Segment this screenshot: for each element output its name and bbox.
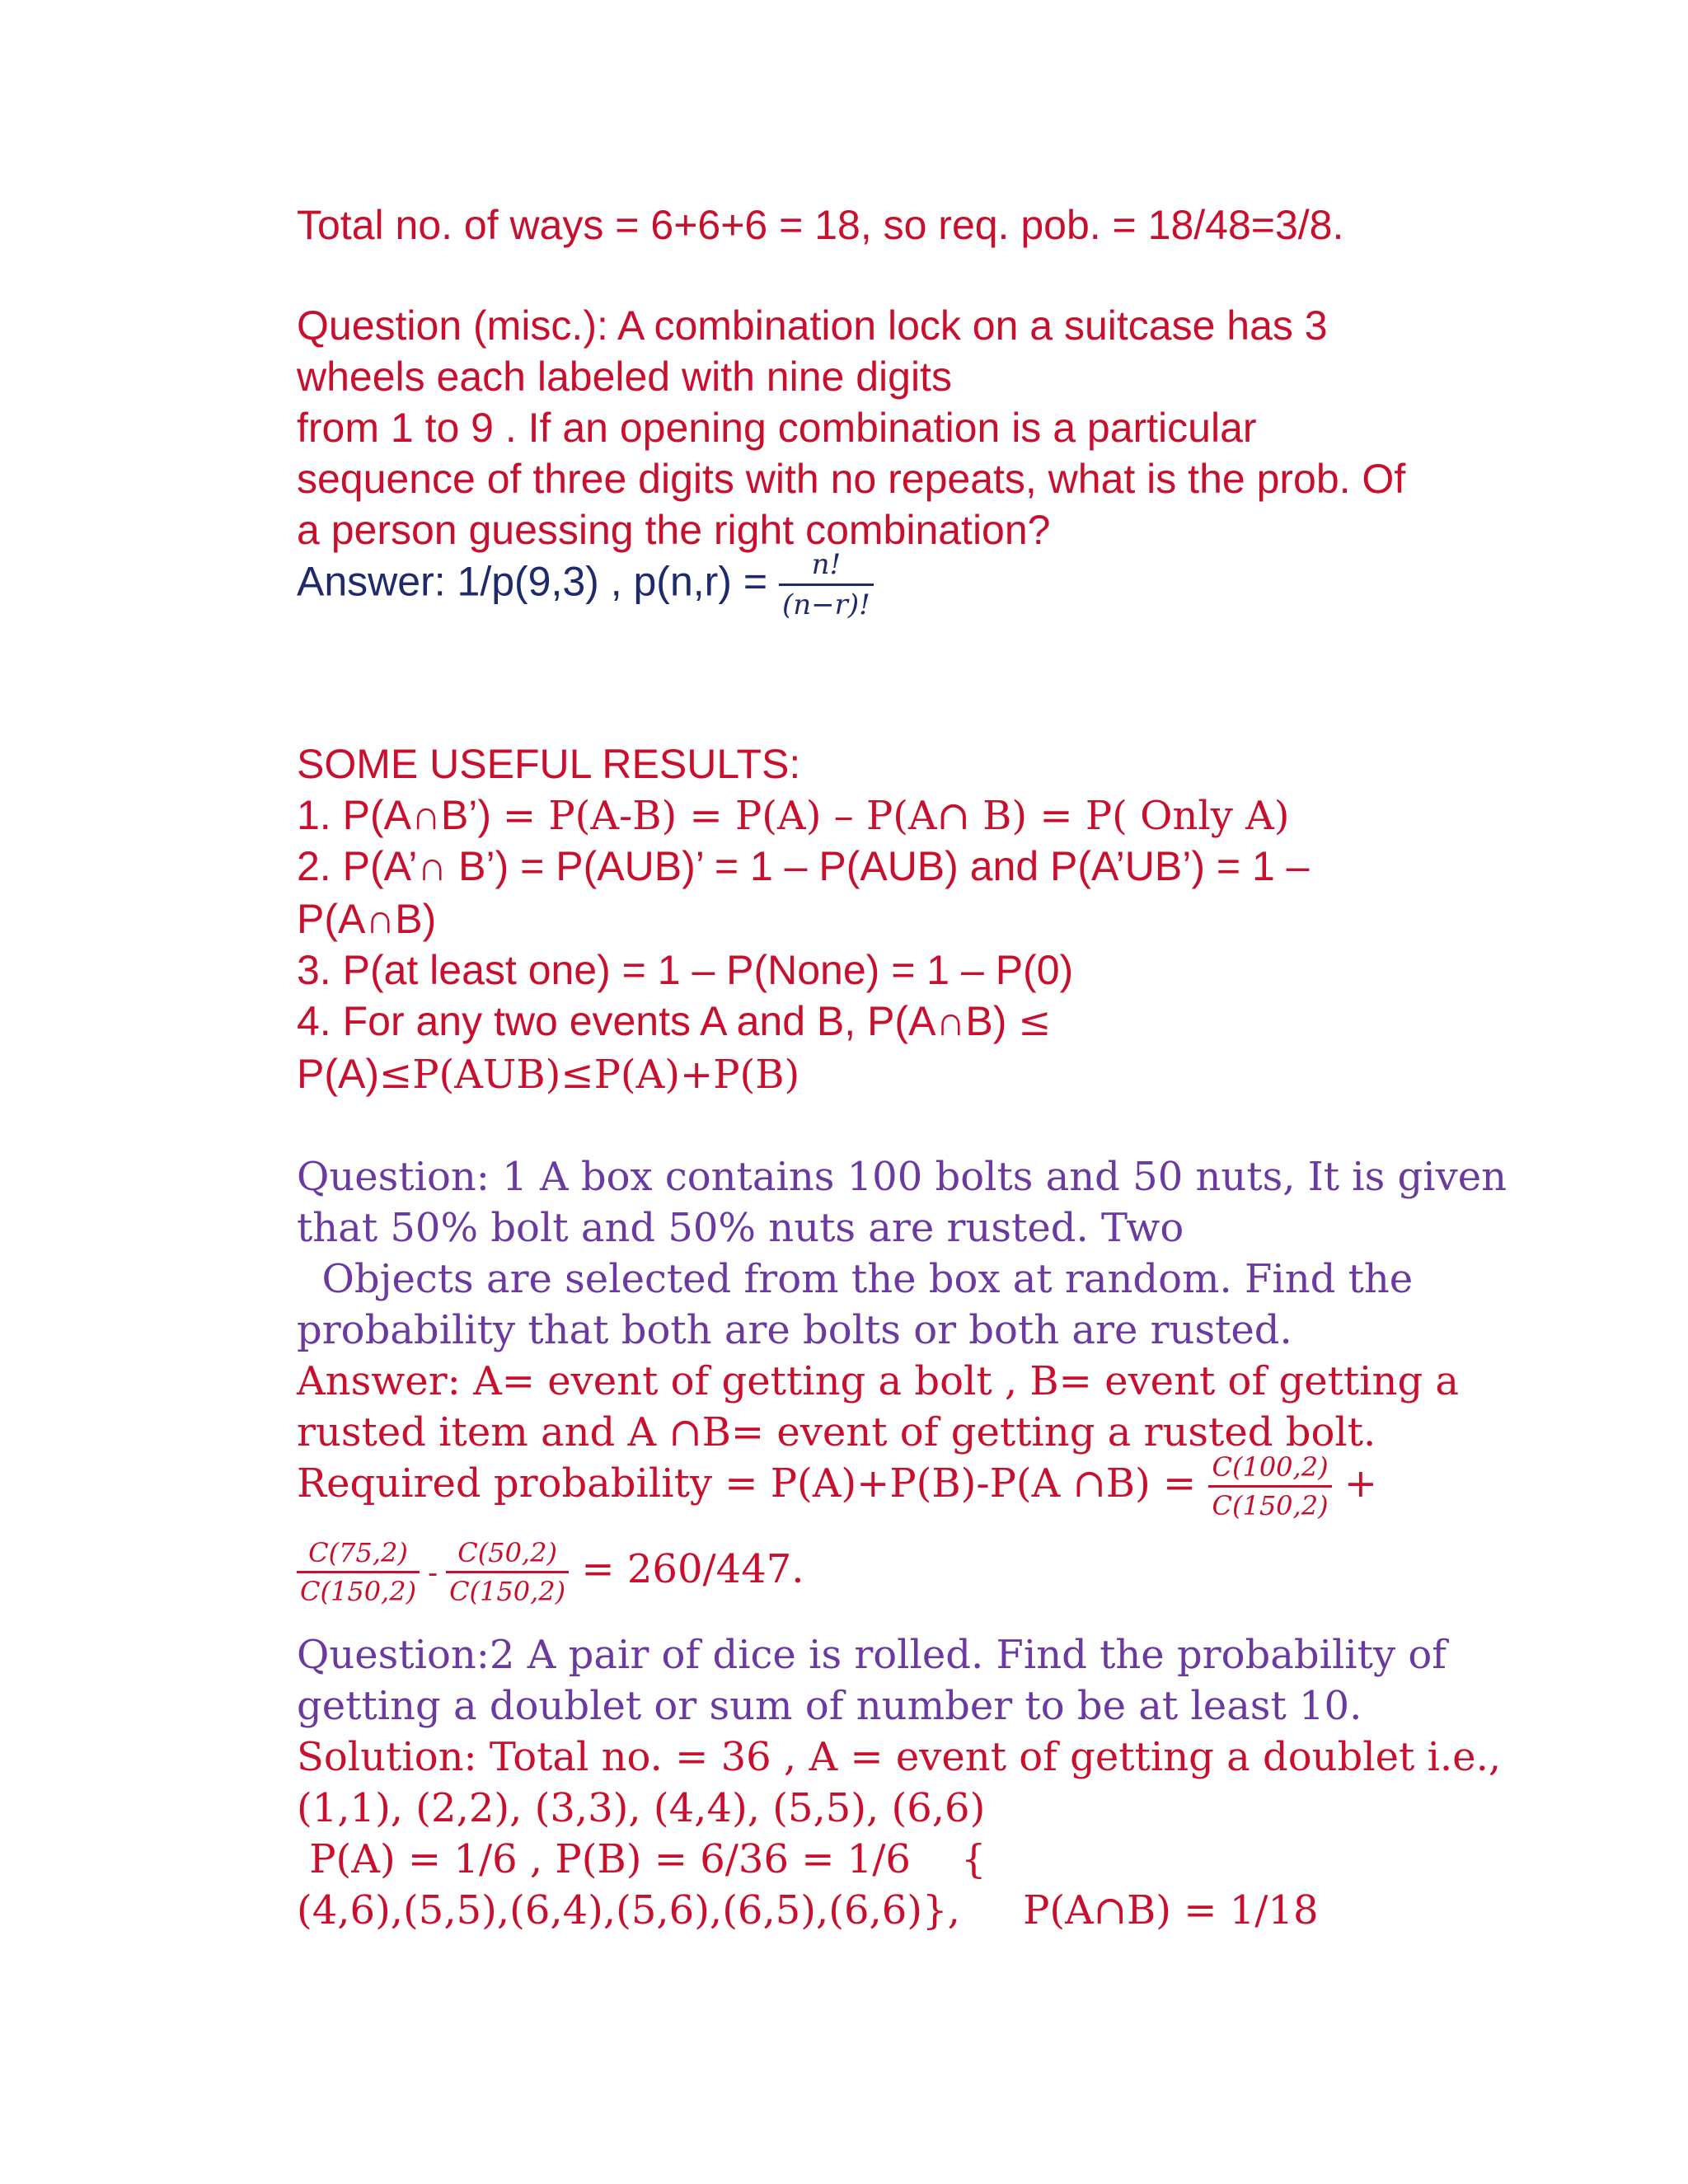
c50-denominator: C(150,2) [449, 1576, 566, 1607]
q-misc-line-4: sequence of three digits with no repeats, what is the prob. Of [297, 456, 1406, 502]
q1-line-2: that 50% bolt and 50% nuts are rusted. Two [297, 1205, 1184, 1251]
q-misc-line-2: wheels each labeled with nine digits [297, 354, 952, 400]
q2-line-2: getting a doublet or sum of number to be at least 10. [297, 1683, 1362, 1729]
fraction-c75 [297, 1537, 420, 1607]
q-misc-line-5: a person guessing the right combination? [297, 507, 1051, 553]
q1-required-probability [297, 1451, 1378, 1521]
final-result: = 260/447. [569, 1546, 804, 1592]
useful-result-2a: 2. P(A’∩ B’) = P(AUB)’ = 1 – P(AUB) and P(A’UB’) = 1 – [297, 843, 1310, 889]
q2-solution-line-1: Solution: Total no. = 36 , A = event of getting a doublet i.e., [297, 1734, 1502, 1780]
answer-prefix: Answer: 1/p(9,3) , p(n,r) = [297, 558, 779, 605]
required-prob-text: Required probability = P(A)+P(B)-P(A ∩B) = [297, 1460, 1209, 1507]
formula-denominator: (n−r)! [781, 588, 870, 621]
q-misc-line-1: Question (misc.): A combination lock on a suitcase has 3 [297, 302, 1328, 349]
q1-line-3: Objects are selected from the box at random. Find the [297, 1256, 1414, 1302]
q-misc-line-3: from 1 to 9 . If an opening combination is a particular [297, 405, 1257, 451]
q2-solution-line-2: (1,1), (2,2), (3,3), (4,4), (5,5), (6,6) [297, 1785, 986, 1831]
q2-solution-line-3: P(A) = 1/6 , P(B) = 6/36 = 1/6 { [297, 1836, 987, 1882]
intro-line: Total no. of ways = 6+6+6 = 18, so req. pob. = 18/48=3/8. [297, 202, 1344, 248]
c75-numerator: C(75,2) [297, 1540, 420, 1573]
permutation-formula [779, 548, 874, 621]
q2-line-1: Question:2 A pair of dice is rolled. Find the probability of [297, 1632, 1447, 1678]
useful-result-3: 3. P(at least one) = 1 – P(None) = 1 – P(0) [297, 947, 1074, 993]
q1-answer-line-1: Answer: A= event of getting a bolt , B= event of getting a [297, 1358, 1460, 1404]
c75-denominator: C(150,2) [300, 1576, 417, 1607]
r1-label: 1. P(A∩B’) [297, 792, 503, 838]
fraction-c50 [446, 1537, 569, 1607]
useful-result-4b [297, 1051, 800, 1098]
c100-numerator: C(100,2) [1208, 1454, 1331, 1488]
r4a-symbol: ≤ [1018, 999, 1052, 1045]
plus-sign: + [1331, 1460, 1378, 1507]
q1-fraction-line [297, 1537, 804, 1607]
q2-solution-line-4: (4,6),(5,5),(6,4),(5,6),(6,5),(6,6)}, P(A∩B) = 1/18 [297, 1887, 1319, 1933]
r1-formula: = P(A-B) = P(A) – P(A∩ B) = P( Only A) [502, 793, 1290, 839]
useful-result-2b: P(A∩B) [297, 896, 437, 942]
q1-line-1: Question: 1 A box contains 100 bolts and 50 nuts, It is given [297, 1154, 1507, 1200]
r4a-text: 4. For any two events A and B, P(A∩B) [297, 998, 1019, 1044]
fraction-c100 [1208, 1451, 1331, 1521]
minus-sign: - [420, 1555, 447, 1589]
useful-result-4a [297, 998, 1052, 1045]
useful-heading: SOME USEFUL RESULTS: [297, 741, 801, 787]
r4b-prefix: P(A) [297, 1051, 379, 1097]
formula-numerator: n! [779, 551, 874, 586]
q1-answer-line-2: rusted item and A ∩B= event of getting a rusted bolt. [297, 1409, 1376, 1455]
c100-denominator: C(150,2) [1212, 1490, 1329, 1521]
c50-numerator: C(50,2) [446, 1540, 569, 1573]
q-misc-answer [297, 548, 874, 621]
q1-line-4: probability that both are bolts or both are rusted. [297, 1307, 1292, 1353]
useful-result-1 [297, 792, 1290, 839]
r4b-formula: ≤P(AUB)≤P(A)+P(B) [379, 1052, 800, 1098]
